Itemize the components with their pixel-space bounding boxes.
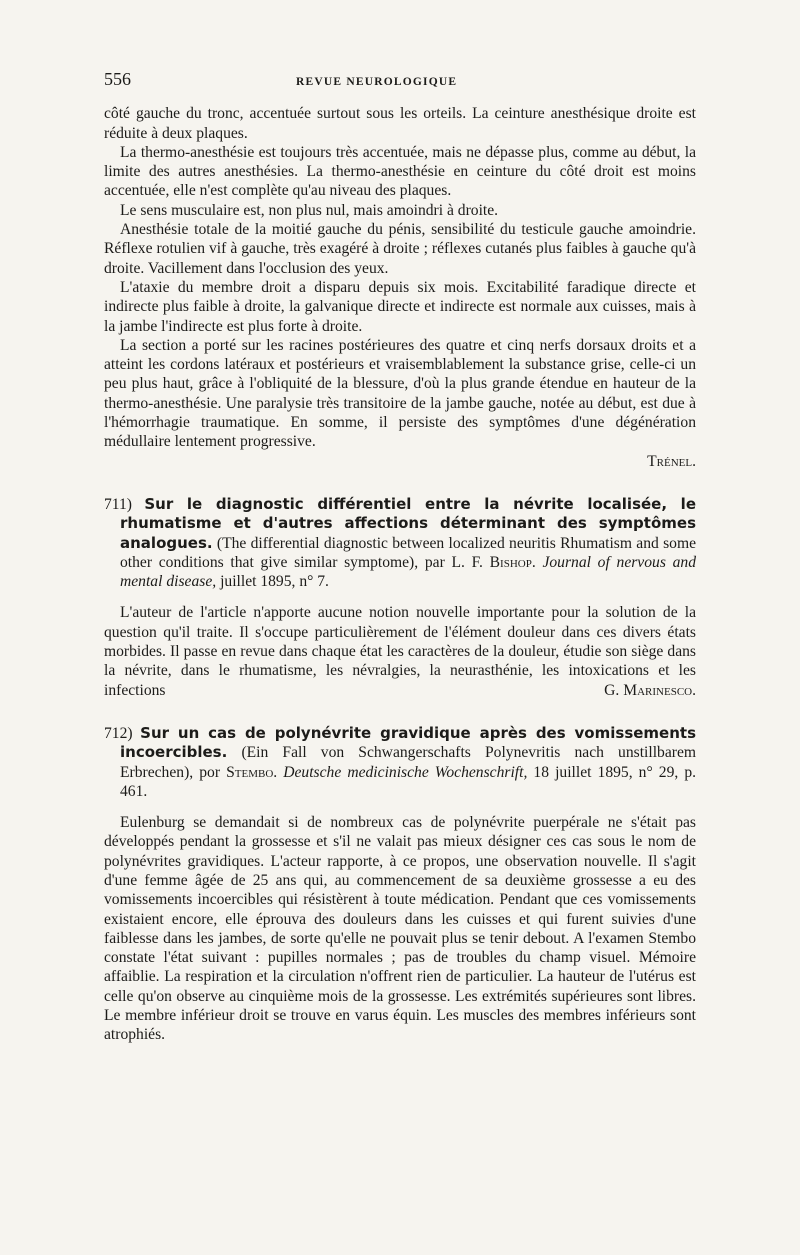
intro-signature: Trénel.	[647, 452, 696, 470]
entry-711-body-text: L'auteur de l'article n'apporte aucune notion nouvelle importante pour la solution de la question qu'il traite. Il s'occupe particulièrement de l'élément douleur dans ces divers états morbides. Il passe en revue dans chaque état les caractères de la douleur, étudie son siège dans la névrite, dans le rhumatisme, les névralgies, la neurasthénie, les intoxications et les infections	[104, 604, 696, 699]
page-number: 556	[104, 69, 131, 89]
entry-711-heading	[104, 495, 696, 591]
entry-712-journal: Deutsche medicinische Wochenschrift,	[283, 763, 528, 781]
intro-section	[104, 104, 696, 471]
entry-712-author: Stembo.	[226, 763, 278, 781]
page-header	[104, 70, 696, 92]
intro-paragraph: La thermo-anesthésie est toujours très accentuée, mais ne dépasse plus, comme au début, la limite des autres anesthésies. La thermo-anesthésie en ceinture du côté droit est moins accentuée, elle n'est complète qu'au niveau des plaques.	[104, 143, 696, 200]
entry-712-heading	[104, 724, 696, 801]
entry-711-author: Bishop.	[489, 553, 536, 571]
entry-712-number: 712)	[104, 724, 133, 742]
entry-711-signature: G. Marinesco.	[604, 681, 696, 699]
entry-711-subtitle: (The differential diagnostic between localized neuritis Rhumatism and some other conditions that give similar symptome), par L. F.	[120, 534, 697, 571]
entry-712-subtitle: (Ein Fall von Schwangerschafts Polynevritis nach unstillbarem Erbrechen), por	[120, 744, 696, 781]
entry-711-journal: Journal of nervous and mental disease,	[120, 553, 696, 591]
entry-711-title: Sur le diagnostic différentiel entre la névrite localisée, le rhumatisme et d'autres affections déterminant des symptômes analogues.	[120, 494, 696, 552]
entry-711-body	[104, 603, 696, 699]
entry-711	[104, 495, 696, 700]
entry-712-date: 18 juillet 1895, n° 29, p. 461.	[120, 763, 697, 800]
entry-711-date: juillet 1895, n° 7.	[220, 573, 329, 591]
intro-paragraph: L'ataxie du membre droit a disparu depuis six mois. Excitabilité faradique directe et indirecte plus faible à droite, la galvanique directe et indirecte est normale aux cuisses, mais à la jambe l'indirecte est plus forte à droite.	[104, 278, 696, 335]
intro-paragraph: Anesthésie totale de la moitié gauche du pénis, sensibilité du testicule gauche amoindrie. Réflexe rotulien vif à gauche, très exagéré à droite ; réflexes cutanés plus faibles à gauche qu'à droite. Vacillement dans l'occlusion des yeux.	[104, 221, 696, 277]
intro-paragraph: côté gauche du tronc, accentuée surtout sous les orteils. La ceinture anesthésique droite est réduite à deux plaques.	[104, 105, 696, 142]
entry-712	[104, 724, 696, 1045]
entry-711-number: 711)	[104, 495, 133, 513]
running-title: REVUE NEUROLOGIQUE	[296, 76, 458, 88]
page-content	[104, 70, 696, 1045]
intro-paragraph: La section a porté sur les racines postérieures des quatre et cinq nerfs dorsaux droits et a atteint les cordons latéraux et postérieurs et vraisemblablement la substance grise, celle-ci un peu plus haut, grâce à l'obliquité de la blessure, d'où la plus grande étendue en hauteur de la thermo-anesthésie. Une paralysie très transitoire de la jambe gauche, notée au début, est due à l'hémorrhagie traumatique. En somme, il persiste des symptômes d'une dégénération médullaire lentement progressive.	[104, 336, 696, 451]
entry-712-body: Eulenburg se demandait si de nombreux cas de polynévrite puerpérale ne s'était pas développés pendant la grossesse et s'il ne valait pas mieux désigner ces cas sous le nom de polynévrites gravidiques. L'acteur rapporte, à ce propos, une observation nouvelle. Il s'agit d'une femme âgée de 25 ans qui, au commencement de sa deuxième grossesse a eu des vomissements incoercibles qui résistèrent à toute médication. Pendant que ces vomissements existaient encore, elle éprouva des douleurs dans les cuisses et qui furent suivies d'une faiblesse dans les jambes, de sorte qu'elle ne pouvait plus se tenir debout. A l'examen Stembo constate l'état suivant : pupilles normales ; pas de troubles du champ visuel. Mémoire affaiblie. La respiration et la circulation n'offrent rien de particulier. La hauteur de l'utérus est celle qu'on observe au cinquième mois de la grossesse. Les extrémités supérieures sont libres. Le membre inférieur droit se trouve en varus équin. Les muscles des membres inférieurs sont atrophiés.	[104, 814, 696, 1044]
entry-712-title: Sur un cas de polynévrite gravidique après des vomissements incoercibles.	[120, 723, 696, 762]
intro-paragraph: Le sens musculaire est, non plus nul, mais amoindri à droite.	[120, 201, 499, 219]
